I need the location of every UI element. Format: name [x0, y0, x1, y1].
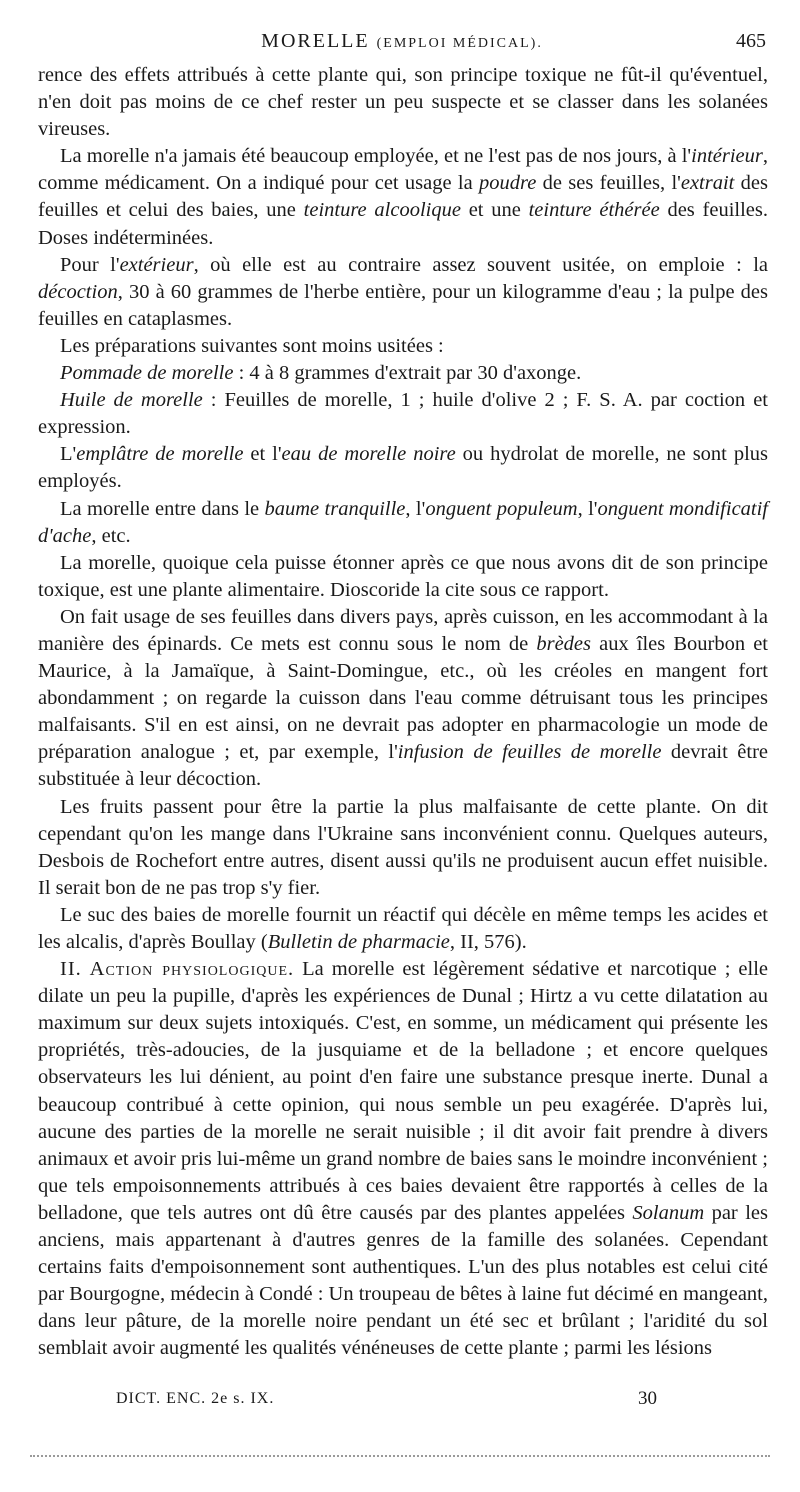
- italic-text: brèdes: [536, 632, 591, 655]
- text-run: La morelle, quoique cela puisse étonner après ce que nous avons dit de son principe toxique, est une plante alimentaire. Dioscoride la cite sous ce rapport.: [38, 551, 768, 601]
- running-header: [38, 30, 766, 60]
- text-run: , l': [577, 497, 598, 520]
- italic-text: emplâtre de morelle: [76, 443, 244, 466]
- text-run: : Feuilles de morelle, 1 ; huile d'olive 2 ; F. S. A. par coction et expression.: [38, 389, 768, 439]
- paragraph: [38, 360, 768, 387]
- text-run: Les préparations suivantes sont moins usitées :: [60, 334, 444, 357]
- italic-text: onguent mondificatif d'ache: [38, 497, 769, 547]
- paragraph: [38, 794, 768, 902]
- text-run: , où elle est au contraire assez souvent usitée, on emploie : la: [193, 253, 768, 276]
- italic-text: Bulletin de pharmacie: [267, 931, 450, 953]
- paragraph: [38, 62, 768, 143]
- italic-text: infusion de feuilles de morelle: [397, 741, 662, 764]
- page-number: 465: [736, 30, 766, 52]
- text-run: On fait usage de ses feuilles dans divers pays, après cuisson, en les accommodant à la manière des épinards. Ce mets est connu sous le nom de: [38, 605, 768, 655]
- paragraph: [38, 956, 768, 1362]
- paragraph: [38, 441, 768, 495]
- paragraph: [38, 333, 768, 360]
- running-title-sub: (EMPLOI MÉDICAL).: [376, 36, 543, 51]
- paragraph: [38, 550, 768, 604]
- italic-text: baume tranquille: [264, 497, 406, 520]
- italic-text: extérieur: [119, 253, 194, 276]
- section-heading: II. Action physiologique.: [60, 958, 295, 981]
- italic-text: Solanum: [632, 1201, 705, 1224]
- text-run: : 4 à 8 grammes d'extrait par 30 d'axonge.: [233, 362, 582, 385]
- sheet-number: 30: [638, 1388, 657, 1409]
- italic-text: teinture alcoolique: [303, 199, 461, 222]
- italic-text: onguent populeum: [425, 497, 578, 520]
- text-run: des feuilles et celui des baies, une: [38, 172, 768, 222]
- paragraph: [38, 496, 768, 550]
- text-run: , comme médicament. On a indiqué pour cet usage la: [38, 145, 768, 195]
- bottom-dotted-rule: [30, 1455, 770, 1457]
- text-run: aux îles Bourbon et Maurice, à la Jamaïque, à Saint-Domingue, etc., où les créoles en mangent fort abondamment ; on regarde la cuisson dans l'eau comme détruisant tous les principes malfaisants. S'il en est ainsi, on ne devrait pas adopter en pharmacologie un mode de préparation analogue ; et, par exemple, l': [38, 632, 768, 764]
- italic-text: décoction: [38, 280, 118, 303]
- signature-mark: DICT. ENC. 2e s. IX.: [116, 1390, 275, 1407]
- text-run: Pour l': [60, 253, 120, 276]
- text-run: et une: [460, 199, 529, 222]
- paragraph: [38, 604, 768, 794]
- text-run: devrait être substituée à leur décoction.: [38, 741, 768, 791]
- italic-text: extrait: [680, 172, 735, 195]
- text-run: , etc.: [91, 524, 131, 547]
- italic-text: teinture éthérée: [528, 199, 660, 222]
- text-run: L': [60, 443, 77, 466]
- italic-text: poudre: [479, 172, 537, 195]
- text-run: Les fruits passent pour être la partie la plus malfaisante de cette plante. On dit cependant qu'on les mange dans l'Ukraine sans inconvénient connu. Quelques auteurs, Desbois de Rochefort entre autres, disent aussi qu'ils ne produisent aucun effet nuisible. Il serait bon de ne pas trop s'y fier.: [38, 795, 768, 899]
- italic-text: eau de morelle noire: [281, 443, 456, 466]
- text-run: par les anciens, mais appartenant à d'autres genres de la famille des solanées. Cependant certains faits d'empoisonnement sont authentiques. L'un des plus notables est celui cité par Bourgogne, médecin à Condé : Un troupeau de bêtes à laine fut décimé en mangeant, dans leur pâture, de la morelle noire pendant un été sec et brûlant ; l'aridité du sol semblait avoir augmenté les qualités vénéneuses de cette plante ; parmi les lésions: [38, 1201, 768, 1360]
- italic-text: Huile de morelle: [60, 389, 203, 412]
- text-run: des feuilles. Doses indéterminées.: [38, 199, 768, 249]
- text-run: La morelle entre dans le: [60, 497, 265, 520]
- text-run: , II, 576).: [449, 931, 527, 953]
- text-run: de ses feuilles, l': [536, 172, 681, 195]
- paragraph: [38, 252, 768, 333]
- italic-text: Pommade de morelle: [60, 362, 234, 385]
- text-run: La morelle n'a jamais été beaucoup employée, et ne l'est pas de nos jours, à l': [60, 145, 692, 168]
- page-footer: [38, 1390, 766, 1416]
- text-run: ou hydrolat de morelle, ne sont plus employés.: [38, 443, 768, 493]
- text-run: , l': [405, 497, 426, 520]
- text-run: La morelle est légèrement sédative et narcotique ; elle dilate un peu la pupille, d'après les expériences de Dunal ; Hirtz a vu cette dilatation au maximum sur deux sujets intoxiqués. C'est, en somme, un médicament qui présente les propriétés, très-adoucies, de la jusquiame et de la belladone ; et encore quelques observateurs les lui dénient, au point d'en faire une substance presque inerte. Dunal a beaucoup contribué à cette opinion, qui nous semble un peu exagérée. D'après lui, aucune des parties de la morelle ne serait nuisible ; il dit avoir fait prendre à divers animaux et avoir pris lui-même un grand nombre de baies sans le moindre inconvénient ; que tels empoisonnements attribués à ces baies devaient être rapportés à celles de la belladone, que tels autres ont dû être causés par des plantes appelées: [38, 958, 769, 1224]
- italic-text: intérieur: [691, 145, 763, 168]
- body-text: [38, 62, 768, 1363]
- text-run: rence des effets attribués à cette plante qui, son principe toxique ne fût-il qu'éventuel, n'en doit pas moins de ce chef rester un peu suspecte et se classer dans les solanées vireuses.: [38, 64, 768, 141]
- paragraph: [38, 902, 768, 956]
- paragraph: [38, 387, 768, 441]
- text-run: Le suc des baies de morelle fournit un réactif qui décèle en même temps les acides et les alcalis, d'après Boullay (: [38, 903, 768, 953]
- text-run: et l': [243, 443, 282, 466]
- paragraph: [38, 143, 768, 251]
- running-title: [38, 30, 766, 53]
- text-run: , 30 à 60 grammes de l'herbe entière, pour un kilogramme d'eau ; la pulpe des feuilles en cataplasmes.: [38, 280, 768, 330]
- running-title-main: MORELLE: [261, 30, 370, 52]
